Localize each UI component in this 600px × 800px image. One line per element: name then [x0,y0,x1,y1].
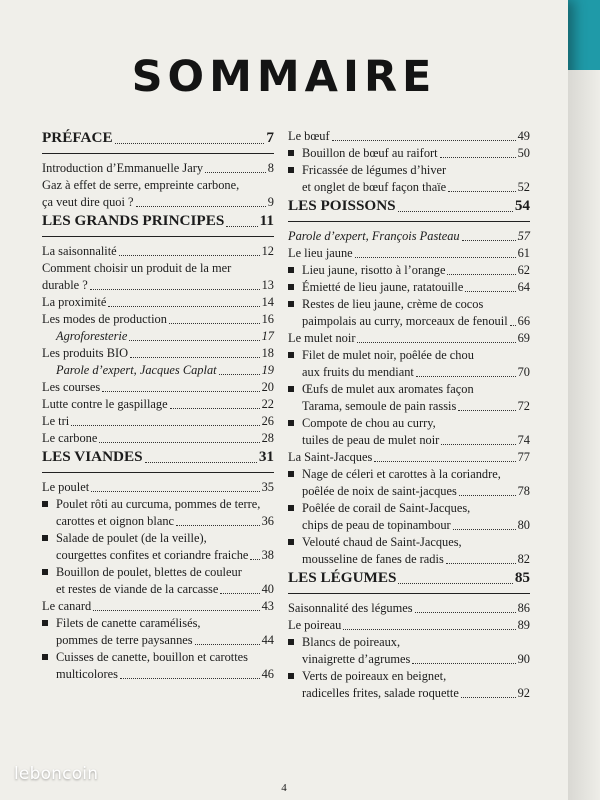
entry-page: 46 [261,667,274,681]
entry-title: Lieu jaune, risotto à l’orange [302,263,446,277]
entry-title: durable ? [42,278,88,292]
entry-title: La saisonnalité [42,244,117,258]
entry-page: 57 [517,229,530,243]
toc-entry [288,617,530,634]
dot-leader [440,157,516,158]
dot-leader [447,274,515,275]
dot-leader [448,191,515,192]
toc-entry [288,668,530,702]
entry-page: 19 [261,363,274,377]
entry-page: 92 [517,686,530,700]
entry-page: 74 [517,433,530,447]
dot-leader [343,629,515,630]
toc-entry [42,479,274,496]
entry-title: Les courses [42,380,101,394]
dot-leader [510,325,516,326]
bullet-square-icon [288,352,294,358]
entry-page: 13 [261,278,274,292]
dot-leader [416,376,516,377]
dot-leader [169,323,260,324]
section-page: 85 [514,569,530,586]
section-title: LES POISSONS [288,197,396,214]
page-title: SOMMAIRE [131,52,437,102]
entry-title: Les modes de production [42,312,167,326]
entry-page: 28 [261,431,274,445]
entry-page: 66 [517,314,531,328]
entry-page: 62 [517,263,530,277]
entry-page: 22 [261,397,274,411]
toc-entry [42,430,274,447]
bullet-square-icon [288,505,294,511]
toc-entry [42,379,274,396]
entry-page: 90 [517,652,530,666]
dot-leader [398,211,513,212]
section-page: 11 [259,212,274,229]
toc-entry [42,362,274,379]
dot-leader [219,374,260,375]
dot-leader [357,342,515,343]
entry-title-row [56,581,274,598]
toc-entry [288,228,530,245]
entry-page: 61 [517,246,530,260]
bullet-square-icon [42,569,48,575]
bullet-square-icon [42,654,48,660]
section-title: PRÉFACE [42,129,113,146]
bullet-square-icon [42,535,48,541]
dot-leader [99,442,259,443]
toc-entry [288,262,530,279]
entry-title-row [56,547,274,564]
entry-title-line: Nage de céleri et carottes à la coriandre, [302,467,501,481]
entry-page: 43 [261,599,274,613]
entry-title: vinaigrette d’agrumes [302,652,411,666]
dot-leader [102,391,259,392]
entry-title: paimpolais au curry, morceaux de fenouil [302,314,508,328]
entry-title-row [302,517,530,534]
entry-title: Tarama, semoule de pain rassis [302,399,457,413]
bullet-square-icon [42,620,48,626]
entry-title: Bouillon de bœuf au raifort [302,146,438,160]
toc-entry [288,466,530,500]
watermark-logo: leboncoin [14,764,99,784]
entry-title: radicelles frites, salade roquette [302,686,459,700]
entry-title: Introduction d’Emmanuelle Jary [42,161,204,175]
entry-title-line: Gaz à effet de serre, empreinte carbone, [42,178,240,192]
entry-page: 52 [517,180,530,194]
dot-leader [108,306,259,307]
entry-title: ça veut dire quoi ? [42,195,134,209]
toc-entry [42,615,274,649]
entry-title-row [56,632,274,649]
entry-title: Le poireau [288,618,342,632]
dot-leader [458,410,515,411]
toc-section-heading [42,128,274,148]
entry-title-line: Poêlée de corail de Saint-Jacques, [302,501,471,515]
dot-leader [453,529,516,530]
entry-page: 78 [517,484,530,498]
entry-title-row [302,432,530,449]
entry-title-line: Velouté chaud de Saint-Jacques, [302,535,462,549]
section-rule [42,153,274,154]
toc-entry [288,162,530,196]
entry-title-line: Poulet rôti au curcuma, pommes de terre, [56,497,261,511]
toc-entry [42,243,274,260]
dot-leader [374,461,515,462]
dot-leader [130,357,260,358]
entry-page: 17 [261,329,274,343]
section-page: 31 [258,448,274,465]
dot-leader [195,644,260,645]
toc-entry [288,145,530,162]
entry-title: aux fruits du mendiant [302,365,414,379]
dot-leader [462,240,516,241]
entry-title-row [302,483,530,500]
entry-page: 18 [261,346,274,360]
entry-title-row [302,364,530,381]
entry-title-line: Verts de poireaux en beignet, [302,669,447,683]
entry-title: Les produits BIO [42,346,129,360]
bullet-square-icon [288,150,294,156]
dot-leader [220,593,259,594]
entry-page: 50 [517,146,530,160]
dot-leader [398,583,512,584]
entry-title: Lutte contre le gaspillage [42,397,168,411]
toc-entry [42,530,274,564]
toc-entry [42,413,274,430]
entry-title: carottes et oignon blanc [56,514,175,528]
dot-leader [91,491,259,492]
entry-page: 9 [267,195,274,209]
entry-title-row [302,651,530,668]
page-number: 4 [281,782,287,794]
toc-entry [42,396,274,413]
entry-title-line: Fricassée de légumes d’hiver [302,163,447,177]
entry-title-row [42,194,274,211]
entry-page: 80 [517,518,530,532]
entry-page: 69 [517,331,530,345]
bullet-square-icon [288,386,294,392]
toc-right-column [288,128,530,702]
entry-page: 70 [517,365,530,379]
entry-page: 77 [517,450,530,464]
bullet-square-icon [288,167,294,173]
bullet-square-icon [288,267,294,273]
toc-section-heading [42,447,274,467]
dot-leader [415,612,516,613]
entry-title: Le carbone [42,431,98,445]
entry-title: Parole d’expert, Jacques Caplat [56,363,217,377]
entry-title-row [42,277,274,294]
entry-title: Agroforesterie [56,329,128,343]
section-rule [288,221,530,222]
entry-page: 82 [517,552,530,566]
entry-title: Le poulet [42,480,90,494]
toc-entry [288,449,530,466]
toc-entry [42,177,274,211]
bullet-square-icon [288,284,294,290]
entry-title: Parole d’expert, François Pasteau [288,229,460,243]
toc-entry [288,500,530,534]
toc-entry [42,294,274,311]
toc-entry [288,296,530,330]
dot-leader [120,678,260,679]
dot-leader [136,206,266,207]
section-page: 7 [266,129,274,146]
toc-entry [288,128,530,145]
entry-title: poêlée de noix de saint-jacques [302,484,457,498]
bullet-square-icon [288,301,294,307]
toc-entry [42,311,274,328]
entry-title: Émietté de lieu jaune, ratatouille [302,280,464,294]
entry-title-line: Œufs de mulet aux aromates façon [302,382,474,396]
entry-title-row [302,313,530,330]
entry-page: 86 [517,601,530,615]
bullet-square-icon [288,420,294,426]
bullet-square-icon [42,501,48,507]
entry-page: 40 [261,582,274,596]
entry-title-line: Restes de lieu jaune, crème de cocos [302,297,484,311]
toc-entry [42,328,274,345]
entry-title-line: Comment choisir un produit de la mer [42,261,232,275]
toc-entry [42,345,274,362]
toc-entry [42,649,274,683]
toc-section-heading [42,211,274,231]
entry-title-line: Blancs de poireaux, [302,635,401,649]
bullet-square-icon [288,539,294,545]
toc-section-heading [288,196,530,216]
section-rule [42,236,274,237]
entry-title: et onglet de bœuf façon thaïe [302,180,447,194]
bullet-square-icon [288,673,294,679]
entry-title: courgettes confites et coriandre fraiche [56,548,249,562]
entry-page: 16 [261,312,274,326]
entry-title-line: Compote de chou au curry, [302,416,436,430]
dot-leader [441,444,515,445]
entry-title-row [56,666,274,683]
entry-title-line: Filet de mulet noir, poêlée de chou [302,348,474,362]
toc-entry [42,496,274,530]
dot-leader [446,563,516,564]
dot-leader [145,462,257,463]
toc-section-heading [288,568,530,588]
entry-title: multicolores [56,667,118,681]
section-rule [288,593,530,594]
dot-leader [176,525,260,526]
entry-page: 64 [517,280,530,294]
dot-leader [459,495,516,496]
bullet-square-icon [288,639,294,645]
entry-title: Le tri [42,414,70,428]
entry-title-line: Filets de canette caramélisés, [56,616,201,630]
entry-title-row [302,551,530,568]
entry-title: tuiles de peau de mulet noir [302,433,440,447]
entry-page: 26 [261,414,274,428]
toc-entry [288,347,530,381]
entry-page: 14 [261,295,274,309]
toc-entry [288,245,530,262]
entry-title: Le bœuf [288,129,330,143]
dot-leader [71,425,259,426]
entry-title: Saisonnalité des légumes [288,601,413,615]
entry-page: 72 [517,399,530,413]
dot-leader [90,289,260,290]
toc-entry [288,534,530,568]
entry-title-line: Cuisses de canette, bouillon et carottes [56,650,249,664]
toc-entry [288,330,530,347]
toc-entry [288,381,530,415]
toc-entry [42,564,274,598]
dot-leader [93,610,259,611]
entry-title-line: Salade de poulet (de la veille), [56,531,207,545]
entry-title: La proximité [42,295,107,309]
entry-title-row [302,398,530,415]
dot-leader [465,291,515,292]
dot-leader [119,255,260,256]
bullet-square-icon [288,471,294,477]
toc-entry [288,634,530,668]
entry-page: 38 [261,548,274,562]
dot-leader [170,408,260,409]
section-rule [42,472,274,473]
entry-title-row [56,513,274,530]
entry-page: 44 [261,633,274,647]
entry-title: chips de peau de topinambour [302,518,451,532]
dot-leader [332,140,516,141]
entry-title-row [302,179,530,196]
toc-entry [42,260,274,294]
dot-leader [129,340,259,341]
toc-entry [42,598,274,615]
entry-title: Le mulet noir [288,331,356,345]
entry-title: La Saint-Jacques [288,450,373,464]
entry-page: 89 [517,618,530,632]
entry-title: mousseline de fanes de radis [302,552,444,566]
section-title: LES VIANDES [42,448,143,465]
entry-page: 8 [267,161,274,175]
entry-page: 20 [261,380,274,394]
dot-leader [115,143,265,144]
entry-title: Le lieu jaune [288,246,353,260]
dot-leader [461,697,516,698]
entry-page: 35 [261,480,274,494]
dot-leader [205,172,266,173]
section-title: LES LÉGUMES [288,569,397,586]
entry-title-row [302,685,530,702]
dot-leader [412,663,515,664]
toc-entry [288,415,530,449]
dot-leader [355,257,516,258]
section-title: LES GRANDS PRINCIPES [42,212,225,229]
entry-title: et restes de viande de la carcasse [56,582,219,596]
entry-page: 49 [517,129,530,143]
entry-title: Le canard [42,599,92,613]
entry-title: pommes de terre paysannes [56,633,193,647]
toc-entry [42,160,274,177]
dot-leader [226,226,257,227]
section-page: 54 [514,197,530,214]
toc-left-column [42,128,274,683]
toc-entry [288,600,530,617]
dot-leader [250,559,259,560]
entry-title-line: Bouillon de poulet, blettes de couleur [56,565,242,579]
toc-entry [288,279,530,296]
next-page-edge [568,70,600,800]
entry-page: 36 [261,514,274,528]
entry-page: 12 [261,244,274,258]
